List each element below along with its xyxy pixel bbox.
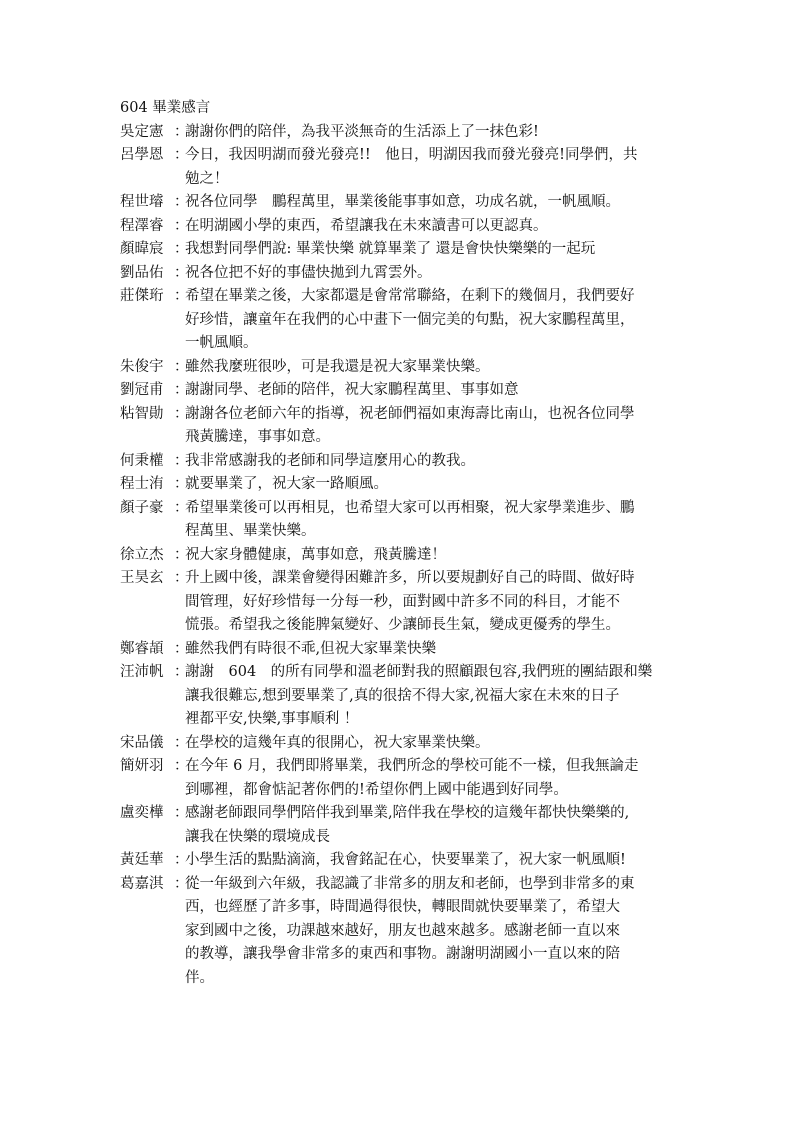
name-separator: ：: [174, 734, 189, 751]
message-entry: [120, 638, 680, 662]
message-text: [185, 403, 680, 450]
message-text: [185, 873, 680, 991]
student-name: 盧奕樺: [120, 805, 164, 821]
name-separator: ：: [174, 875, 189, 892]
message-text: [185, 356, 680, 380]
message-entry: [120, 873, 680, 991]
name-separator: ：: [174, 405, 189, 422]
message-text: [185, 755, 680, 802]
message-entry: [120, 732, 680, 756]
message-line: 小學生活的點點滴滴，我會銘記在心，快要畢業了，祝大家一帆風順!: [185, 852, 626, 868]
student-name: 徐立杰: [120, 546, 164, 563]
message-entry: [120, 356, 680, 380]
student-name: 簡妍羽: [120, 758, 164, 774]
message-line: 飛黃騰達，事事如意。: [185, 429, 330, 445]
message-line: 謝謝各位老師六年的指導，祝老師們福如東海壽比南山，也祝各位同學: [185, 405, 635, 422]
name-separator: ：: [174, 382, 189, 398]
message-line: 勉之！: [185, 170, 229, 187]
name-separator: ：: [174, 476, 189, 492]
message-text: [185, 661, 680, 732]
document-page: [120, 97, 680, 990]
student-name: 黃廷華: [120, 852, 164, 868]
student-name: 程澤睿: [120, 217, 164, 234]
student-name: 葛嘉淇: [120, 875, 164, 892]
message-line: 祝各位把不好的事儘快拋到九霄雲外。: [185, 264, 432, 281]
message-entry: [120, 238, 680, 262]
message-line: 的教導，讓我學會非常多的東西和事物。謝謝明湖國小一直以來的陪: [185, 946, 620, 962]
message-line: 讓我在快樂的環境成長: [185, 828, 330, 845]
name-separator: ：: [174, 217, 189, 234]
name-separator: ：: [174, 288, 189, 304]
name-separator: ：: [174, 194, 189, 210]
name-separator: ：: [174, 546, 189, 563]
student-name: 顏子豪: [120, 499, 164, 516]
message-line: 在今年 6 月，我們即將畢業，我們所念的學校可能不一樣，但我無論走: [185, 758, 639, 774]
student-name: 呂學恩: [120, 147, 164, 163]
message-text: [185, 567, 680, 638]
message-line: 慌張。希望我之後能脾氣變好、少讓師長生氣，變成更優秀的學生。: [185, 617, 620, 633]
student-name: 顏暐宸: [120, 241, 164, 257]
message-text: [185, 473, 680, 497]
name-separator: ：: [174, 147, 189, 163]
message-text: [185, 849, 680, 873]
message-text: [185, 802, 680, 849]
message-line: 希望畢業後可以再相見，也希望大家可以再相聚，祝大家學業進步、鵬: [185, 499, 635, 516]
message-list: [120, 121, 680, 991]
message-entry: [120, 285, 680, 356]
message-line: 今日，我因明湖而發光發亮!! 他日，明湖因我而發光發亮!同學們，共: [185, 147, 638, 163]
name-separator: ：: [174, 805, 189, 821]
message-line: 在明湖國小學的東西，希望讓我在未來讀書可以更認真。: [185, 217, 548, 234]
message-text: [185, 121, 680, 145]
message-entry: [120, 755, 680, 802]
message-text: [185, 379, 680, 403]
message-entry: [120, 544, 680, 568]
message-line: 雖然我麼班很吵，可是我還是祝大家畢業快樂。: [185, 358, 490, 375]
message-text: [185, 238, 680, 262]
message-entry: [120, 497, 680, 544]
message-text: [185, 497, 680, 544]
message-text: [185, 215, 680, 239]
student-name: 粘智勛: [120, 405, 164, 422]
message-line: 謝謝你們的陪伴，為我平淡無奇的生活添上了一抹色彩!: [185, 123, 539, 140]
name-separator: ：: [174, 499, 189, 516]
message-entry: [120, 262, 680, 286]
student-name: 鄭睿頡: [120, 640, 164, 657]
student-name: 劉品佑: [120, 264, 164, 281]
message-entry: [120, 403, 680, 450]
message-line: 一帆風順。: [185, 335, 258, 351]
message-line: 到哪裡，都會惦記著你們的!希望你們上國中能遇到好同學。: [185, 781, 568, 798]
message-entry: [120, 473, 680, 497]
message-line: 西，也經歷了許多事，時間過得很快，轉眼間就快要畢業了，希望大: [185, 899, 620, 915]
message-line: 讓我很難忘,想到要畢業了,真的很捨不得大家,祝福大家在未來的日子: [185, 687, 620, 704]
message-entry: [120, 121, 680, 145]
name-separator: ：: [174, 664, 189, 680]
student-name: 吳定憲: [120, 123, 164, 140]
student-name: 王昊玄: [120, 570, 164, 586]
student-name: 朱俊宇: [120, 358, 164, 375]
message-entry: [120, 450, 680, 474]
message-text: [185, 450, 680, 474]
student-name: 何秉權: [120, 452, 164, 469]
message-line: 裡都平安,快樂,事事順利 ！: [185, 711, 359, 727]
message-line: 我非常感謝我的老師和同學這麼用心的教我。: [185, 452, 475, 469]
name-separator: ：: [174, 758, 189, 774]
message-line: 祝各位同學 鵬程萬里，畢業後能事事如意，功成名就，一帆風順。: [185, 194, 620, 210]
message-entry: [120, 802, 680, 849]
message-line: 間管理，好好珍惜每一分每一秒，面對國中許多不同的科目，才能不: [185, 593, 620, 610]
student-name: 宋品儀: [120, 734, 164, 751]
name-separator: ：: [174, 264, 189, 281]
message-line: 在學校的這幾年真的很開心，祝大家畢業快樂。: [185, 734, 490, 751]
student-name: 程世璿: [120, 194, 164, 210]
student-name: 劉冠甫: [120, 382, 164, 398]
student-name: 程士洧: [120, 476, 164, 492]
name-separator: ：: [174, 241, 189, 257]
message-line: 謝謝同學、老師的陪伴，祝大家鵬程萬里、事事如意: [185, 382, 519, 398]
name-separator: ：: [174, 358, 189, 375]
message-line: 祝大家身體健康，萬事如意，飛黃騰達！: [185, 546, 446, 563]
name-separator: ：: [174, 852, 189, 868]
message-entry: [120, 567, 680, 638]
document-title: 604 畢業感言: [120, 100, 211, 116]
message-line: 感謝老師跟同學們陪伴我到畢業,陪伴我在學校的這幾年都快快樂樂的,: [185, 805, 630, 821]
message-entry: [120, 191, 680, 215]
student-name: 莊傑珩: [120, 288, 164, 304]
message-line: 家到國中之後，功課越來越好，朋友也越來越多。感謝老師一直以來: [185, 922, 620, 939]
message-line: 伴。: [185, 969, 214, 986]
message-entry: [120, 849, 680, 873]
message-line: 程萬里、畢業快樂。: [185, 523, 316, 539]
message-text: [185, 262, 680, 286]
message-line: 升上國中後，課業會變得困難許多，所以要規劃好自己的時間、做好時: [185, 570, 635, 586]
message-text: [185, 285, 680, 356]
message-text: [185, 191, 680, 215]
message-text: [185, 732, 680, 756]
name-separator: ：: [174, 640, 189, 657]
message-entry: [120, 379, 680, 403]
name-separator: ：: [174, 452, 189, 469]
message-line: 我想對同學們說: 畢業快樂 就算畢業了 還是會快快樂樂的一起玩: [185, 241, 596, 257]
message-text: [185, 144, 680, 191]
message-entry: [120, 661, 680, 732]
student-name: 汪沛帆: [120, 664, 164, 680]
message-line: 從一年級到六年級，我認識了非常多的朋友和老師，也學到非常多的東: [185, 875, 635, 892]
name-separator: ：: [174, 570, 189, 586]
message-line: 希望在畢業之後，大家都還是會常常聯絡，在剩下的幾個月，我們要好: [185, 288, 635, 304]
message-line: 雖然我們有時很不乖,但祝大家畢業快樂: [185, 640, 437, 657]
message-line: 好珍惜，讓童年在我們的心中畫下一個完美的句點，祝大家鵬程萬里，: [185, 311, 635, 328]
message-line: 謝謝 604 的所有同學和溫老師對我的照顧跟包容,我們班的團結跟和樂: [185, 664, 653, 680]
name-separator: ：: [174, 123, 189, 140]
message-entry: [120, 144, 680, 191]
message-text: [185, 544, 680, 568]
message-entry: [120, 215, 680, 239]
message-text: [185, 638, 680, 662]
message-line: 就要畢業了，祝大家一路順風。: [185, 476, 388, 492]
